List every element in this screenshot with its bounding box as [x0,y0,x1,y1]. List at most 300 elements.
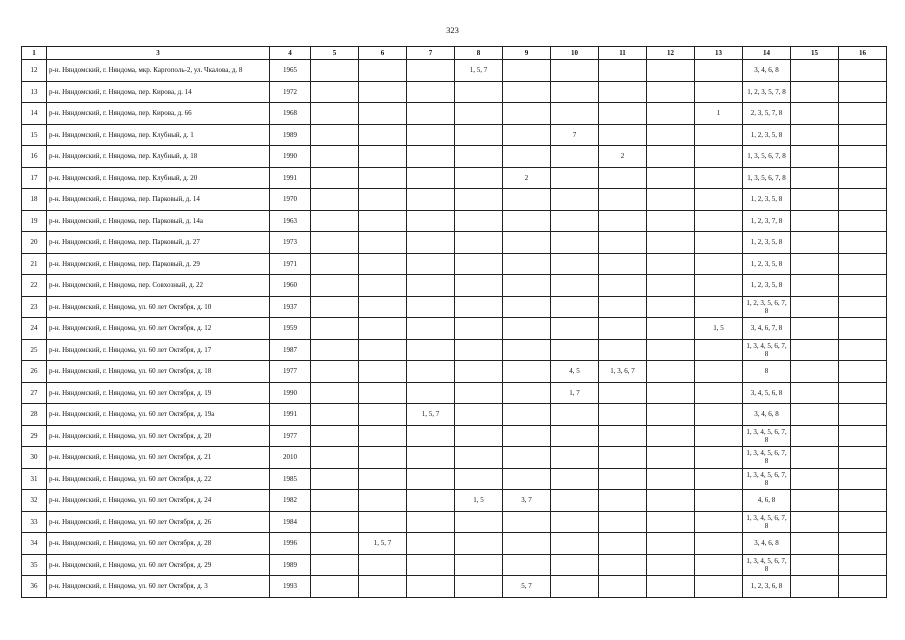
row-number-cell: 29 [22,425,47,447]
table-body [22,60,887,598]
table-cell [599,511,647,533]
table-cell [695,425,743,447]
table-cell [311,124,359,146]
table-cell [407,554,455,576]
table-row [22,339,887,361]
table-cell [839,468,887,490]
table-cell [599,554,647,576]
table-cell [455,232,503,254]
table-cell: 1, 2, 3, 5, 8 [743,189,791,211]
table-cell [407,146,455,168]
table-cell [359,81,407,103]
table-cell [551,167,599,189]
row-number-cell: 22 [22,275,47,297]
column-header: 3 [47,47,270,60]
table-cell [503,425,551,447]
table-cell [407,511,455,533]
table-cell [311,81,359,103]
table-cell [551,490,599,512]
table-cell [407,167,455,189]
table-cell [455,425,503,447]
table-cell [311,318,359,340]
table-cell [791,339,839,361]
table-cell: 1, 2, 3, 5, 7, 8 [743,81,791,103]
table-cell [695,275,743,297]
table-cell: 4, 6, 8 [743,490,791,512]
table-cell [503,124,551,146]
table-cell [647,103,695,125]
table-row [22,296,887,318]
table-cell [647,189,695,211]
row-number-cell: 36 [22,576,47,598]
table-cell [503,318,551,340]
table-cell [359,210,407,232]
table-cell [695,447,743,469]
table-cell [791,124,839,146]
table-cell [599,296,647,318]
address-cell: р-н. Няндомский, г. Няндома, пер. Клубный, д. 1 [47,124,270,146]
table-cell [695,81,743,103]
table-cell [839,318,887,340]
table-cell [647,124,695,146]
table-cell [407,296,455,318]
row-number-cell: 35 [22,554,47,576]
table-cell [791,232,839,254]
address-cell: р-н. Няндомский, г. Няндома, пер. Клубный, д. 20 [47,167,270,189]
table-cell [599,490,647,512]
table-cell [695,490,743,512]
year-cell: 1977 [270,361,311,383]
table-cell [503,447,551,469]
table-cell [311,554,359,576]
table-cell [311,253,359,275]
table-cell [455,318,503,340]
table-cell [695,253,743,275]
table-cell [455,361,503,383]
table-cell: 1, 3, 4, 5, 6, 7, 8 [743,468,791,490]
year-cell: 1973 [270,232,311,254]
column-header: 10 [551,47,599,60]
table-cell [647,468,695,490]
table-cell [407,490,455,512]
table-cell [839,103,887,125]
column-header: 1 [22,47,47,60]
table-cell [791,167,839,189]
table-cell [551,296,599,318]
table-cell [551,210,599,232]
table-cell: 4, 5 [551,361,599,383]
row-number-cell: 32 [22,490,47,512]
address-cell: р-н. Няндомский, г. Няндома, ул. 60 лет Октября, д. 17 [47,339,270,361]
table-cell [599,124,647,146]
table-cell [455,339,503,361]
table-cell [599,167,647,189]
table-cell [839,232,887,254]
table-cell: 3, 4, 6, 8 [743,60,791,82]
table-cell [599,425,647,447]
table-cell [503,210,551,232]
column-header: 14 [743,47,791,60]
table-cell [695,60,743,82]
table-cell [551,447,599,469]
table-cell [791,146,839,168]
table-cell [311,468,359,490]
column-header: 4 [270,47,311,60]
table-cell [407,447,455,469]
table-row [22,576,887,598]
table-row [22,146,887,168]
table-cell [551,146,599,168]
year-cell: 1965 [270,60,311,82]
column-header: 5 [311,47,359,60]
table-cell [551,103,599,125]
table-cell [359,382,407,404]
table-cell [407,533,455,555]
year-cell: 1963 [270,210,311,232]
table-cell [599,447,647,469]
table-row [22,511,887,533]
table-cell [311,189,359,211]
table-cell [647,232,695,254]
table-row [22,382,887,404]
table-cell: 3, 4, 5, 6, 8 [743,382,791,404]
table-cell [695,210,743,232]
table-cell [695,554,743,576]
table-cell: 7 [551,124,599,146]
table-cell [695,576,743,598]
table-cell [695,232,743,254]
table-cell [839,576,887,598]
address-cell: р-н. Няндомский, г. Няндома, мкр. Каргополь-2, ул. Чкалова, д. 8 [47,60,270,82]
table-cell [455,124,503,146]
table-cell [599,210,647,232]
table-cell [359,425,407,447]
table-row [22,124,887,146]
table-cell [407,124,455,146]
year-cell: 1959 [270,318,311,340]
table-cell [311,103,359,125]
table-cell [311,60,359,82]
table-cell [695,146,743,168]
address-cell: р-н. Няндомский, г. Няндома, ул. 60 лет Октября, д. 19а [47,404,270,426]
table-cell [359,60,407,82]
year-cell: 1971 [270,253,311,275]
table-cell [599,81,647,103]
table-cell [311,404,359,426]
table-cell [647,60,695,82]
table-cell [311,576,359,598]
table-cell [359,576,407,598]
table-cell [407,425,455,447]
address-cell: р-н. Няндомский, г. Няндома, ул. 60 лет Октября, д. 20 [47,425,270,447]
table-cell [407,232,455,254]
table-cell [695,382,743,404]
table-cell [839,404,887,426]
table-cell [695,339,743,361]
table-cell [407,210,455,232]
table-cell [647,361,695,383]
column-header: 13 [695,47,743,60]
table-cell [791,253,839,275]
table-row [22,554,887,576]
year-cell: 1990 [270,146,311,168]
table-cell [599,468,647,490]
table-cell [599,404,647,426]
table-cell [407,253,455,275]
table-cell [359,447,407,469]
table-cell [791,447,839,469]
table-cell [503,468,551,490]
table-cell [359,103,407,125]
table-cell [551,60,599,82]
year-cell: 1968 [270,103,311,125]
table-cell [503,554,551,576]
table-cell [455,382,503,404]
table-cell [359,232,407,254]
table-cell [359,253,407,275]
table-cell [359,361,407,383]
table-cell [791,275,839,297]
table-cell [503,404,551,426]
year-cell: 1985 [270,468,311,490]
table-cell [311,339,359,361]
address-cell: р-н. Няндомский, г. Няндома, пер. Кирова, д. 66 [47,103,270,125]
table-cell [551,554,599,576]
row-number-cell: 33 [22,511,47,533]
table-cell [647,339,695,361]
table-cell [791,361,839,383]
address-cell: р-н. Няндомский, г. Няндома, пер. Парковый, д. 14 [47,189,270,211]
table-cell [551,275,599,297]
row-number-cell: 20 [22,232,47,254]
table-cell [839,554,887,576]
table-cell [407,339,455,361]
table-cell: 1, 2, 3, 6, 8 [743,576,791,598]
table-row [22,361,887,383]
table-cell [791,296,839,318]
table-cell [839,533,887,555]
row-number-cell: 30 [22,447,47,469]
table-cell: 1, 3, 4, 5, 6, 7, 8 [743,425,791,447]
table-cell [647,511,695,533]
table-cell: 1, 7 [551,382,599,404]
address-cell: р-н. Няндомский, г. Няндома, ул. 60 лет Октября, д. 22 [47,468,270,490]
table-cell [647,275,695,297]
row-number-cell: 14 [22,103,47,125]
address-cell: р-н. Няндомский, г. Няндома, пер. Клубный, д. 18 [47,146,270,168]
column-header: 12 [647,47,695,60]
table-cell [551,576,599,598]
table-cell [311,167,359,189]
table-cell [503,511,551,533]
table-cell [359,468,407,490]
column-header: 7 [407,47,455,60]
table-cell [695,511,743,533]
table-cell [311,511,359,533]
table-cell: 1, 2, 3, 7, 8 [743,210,791,232]
table-cell [455,554,503,576]
year-cell: 1987 [270,339,311,361]
table-cell [407,103,455,125]
table-cell [647,554,695,576]
table-row [22,447,887,469]
table-cell [839,339,887,361]
year-cell: 1991 [270,167,311,189]
table-cell [791,189,839,211]
row-number-cell: 31 [22,468,47,490]
year-cell: 1989 [270,554,311,576]
registry-table [21,46,887,598]
table-cell [647,318,695,340]
table-cell: 8 [743,361,791,383]
page-number: 323 [446,25,459,35]
table-cell [503,275,551,297]
table-cell [503,189,551,211]
table-cell [455,103,503,125]
table-row [22,167,887,189]
table-row [22,103,887,125]
table-cell [359,275,407,297]
table-cell [791,404,839,426]
table-cell [311,533,359,555]
table-cell [791,318,839,340]
year-cell: 1996 [270,533,311,555]
table-cell [647,533,695,555]
table-cell: 1, 3, 4, 5, 6, 7, 8 [743,447,791,469]
table-cell [503,146,551,168]
row-number-cell: 15 [22,124,47,146]
row-number-cell: 34 [22,533,47,555]
table-cell [311,447,359,469]
table-cell [551,404,599,426]
year-cell: 1960 [270,275,311,297]
table-cell [455,210,503,232]
address-cell: р-н. Няндомский, г. Няндома, ул. 60 лет Октября, д. 19 [47,382,270,404]
table-cell [455,253,503,275]
table-cell [695,361,743,383]
row-number-cell: 26 [22,361,47,383]
table-cell [407,468,455,490]
year-cell: 2010 [270,447,311,469]
table-cell [599,60,647,82]
row-number-cell: 24 [22,318,47,340]
table-cell [647,210,695,232]
table-cell [311,146,359,168]
table-cell [455,468,503,490]
year-cell: 1977 [270,425,311,447]
table-cell [647,167,695,189]
table-cell [599,232,647,254]
table-cell [791,81,839,103]
table-cell [791,103,839,125]
table-cell [839,60,887,82]
table-cell [791,533,839,555]
table-cell [647,382,695,404]
table-cell [455,511,503,533]
table-cell: 1, 5, 7 [407,404,455,426]
table-cell [455,533,503,555]
table-row [22,425,887,447]
table-cell [647,447,695,469]
row-number-cell: 25 [22,339,47,361]
column-header: 15 [791,47,839,60]
row-number-cell: 17 [22,167,47,189]
table-cell [791,554,839,576]
table-cell [599,576,647,598]
column-header: 11 [599,47,647,60]
year-cell: 1993 [270,576,311,598]
table-cell [359,511,407,533]
table-cell [839,425,887,447]
row-number-cell: 27 [22,382,47,404]
table-cell [455,296,503,318]
table-cell: 2 [599,146,647,168]
table-cell [455,81,503,103]
table-cell: 1, 2, 3, 5, 8 [743,253,791,275]
year-cell: 1989 [270,124,311,146]
table-cell [695,167,743,189]
table-cell: 3, 4, 6, 8 [743,404,791,426]
table-row [22,253,887,275]
table-cell: 1, 3, 4, 5, 6, 7, 8 [743,339,791,361]
table-cell: 1, 3, 5, 6, 7, 8 [743,146,791,168]
table-cell [455,189,503,211]
table-cell [599,533,647,555]
table-row [22,318,887,340]
table-cell: 1, 3, 6, 7 [599,361,647,383]
table-cell: 3, 7 [503,490,551,512]
table-cell [647,146,695,168]
table-cell: 1, 5 [455,490,503,512]
address-cell: р-н. Няндомский, г. Няндома, ул. 60 лет Октября, д. 12 [47,318,270,340]
header-row [22,47,887,60]
table-cell [455,447,503,469]
table-cell: 1, 2, 3, 5, 8 [743,275,791,297]
table-cell [311,210,359,232]
address-cell: р-н. Няндомский, г. Няндома, пер. Парковый, д. 27 [47,232,270,254]
table-cell [695,468,743,490]
table-cell [695,404,743,426]
address-cell: р-н. Няндомский, г. Няндома, ул. 60 лет Октября, д. 29 [47,554,270,576]
table-cell [503,81,551,103]
table-cell [407,361,455,383]
table-row [22,232,887,254]
table-row [22,189,887,211]
year-cell: 1970 [270,189,311,211]
table-row [22,60,887,82]
row-number-cell: 21 [22,253,47,275]
table-cell: 1 [695,103,743,125]
table-cell [599,103,647,125]
year-cell: 1991 [270,404,311,426]
table-cell [839,189,887,211]
table-cell [839,296,887,318]
table-cell [839,275,887,297]
table-cell [407,576,455,598]
table-cell [551,511,599,533]
table-cell [407,60,455,82]
table-cell [503,232,551,254]
address-cell: р-н. Няндомский, г. Няндома, ул. 60 лет Октября, д. 18 [47,361,270,383]
table-cell [359,167,407,189]
table-cell [359,339,407,361]
table-cell: 3, 4, 6, 8 [743,533,791,555]
table-cell [551,468,599,490]
table-cell [839,253,887,275]
year-cell: 1984 [270,511,311,533]
table-row [22,404,887,426]
table-cell [599,318,647,340]
